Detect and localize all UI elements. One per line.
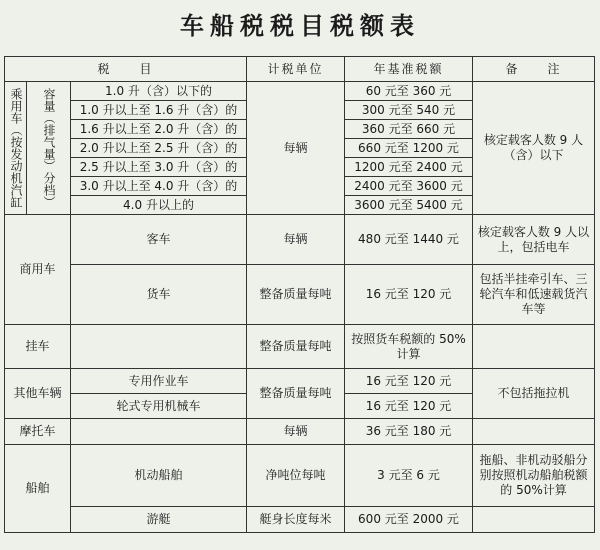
other-unit: 整备质量每吨 bbox=[247, 369, 345, 419]
header-amount: 年基准税额 bbox=[345, 57, 473, 82]
other-item: 轮式专用机械车 bbox=[71, 394, 247, 419]
table-row bbox=[5, 369, 595, 394]
ship-yacht-unit: 艇身长度每米 bbox=[247, 507, 345, 533]
passenger-category-a: 乘用车 （按发动机汽缸 bbox=[5, 82, 27, 215]
trailer-unit: 整备质量每吨 bbox=[247, 325, 345, 369]
ship-motor-unit: 净吨位每吨 bbox=[247, 445, 345, 507]
motorcycle-amount: 36 元至 180 元 bbox=[345, 419, 473, 445]
passenger-amount: 60 元至 360 元 bbox=[345, 82, 473, 101]
passenger-item: 1.0 升以上至 1.6 升（含）的 bbox=[71, 101, 247, 120]
passenger-amount: 660 元至 1200 元 bbox=[345, 139, 473, 158]
other-amount: 16 元至 120 元 bbox=[345, 369, 473, 394]
table-row bbox=[5, 265, 595, 325]
commercial-bus-item: 客车 bbox=[71, 215, 247, 265]
other-item: 专用作业车 bbox=[71, 369, 247, 394]
commercial-category: 商用车 bbox=[5, 215, 71, 325]
passenger-amount: 360 元至 660 元 bbox=[345, 120, 473, 139]
motorcycle-unit: 每辆 bbox=[247, 419, 345, 445]
header-item: 税 目 bbox=[5, 57, 247, 82]
header-unit: 计税单位 bbox=[247, 57, 345, 82]
commercial-bus-unit: 每辆 bbox=[247, 215, 345, 265]
passenger-amount: 1200 元至 2400 元 bbox=[345, 158, 473, 177]
trailer-category: 挂车 bbox=[5, 325, 71, 369]
trailer-amount: 按照货车税额的 50%计算 bbox=[345, 325, 473, 369]
other-note: 不包括拖拉机 bbox=[473, 369, 595, 419]
table-row bbox=[5, 325, 595, 369]
table-row bbox=[5, 445, 595, 507]
passenger-item: 2.5 升以上至 3.0 升（含）的 bbox=[71, 158, 247, 177]
other-amount: 16 元至 120 元 bbox=[345, 394, 473, 419]
commercial-truck-amount: 16 元至 120 元 bbox=[345, 265, 473, 325]
passenger-category-b: 容量（排气量）分档） bbox=[27, 82, 71, 215]
passenger-item: 1.6 升以上至 2.0 升（含）的 bbox=[71, 120, 247, 139]
motorcycle-item bbox=[71, 419, 247, 445]
header-note: 备 注 bbox=[473, 57, 595, 82]
commercial-truck-unit: 整备质量每吨 bbox=[247, 265, 345, 325]
passenger-item: 2.0 升以上至 2.5 升（含）的 bbox=[71, 139, 247, 158]
commercial-truck-note: 包括半挂牵引车、三轮汽车和低速载货汽车等 bbox=[473, 265, 595, 325]
passenger-item: 1.0 升（含）以下的 bbox=[71, 82, 247, 101]
commercial-truck-item: 货车 bbox=[71, 265, 247, 325]
trailer-item bbox=[71, 325, 247, 369]
motorcycle-category: 摩托车 bbox=[5, 419, 71, 445]
commercial-bus-note: 核定载客人数 9 人以上，包括电车 bbox=[473, 215, 595, 265]
ship-yacht-item: 游艇 bbox=[71, 507, 247, 533]
header-row bbox=[5, 57, 595, 82]
table-row bbox=[5, 419, 595, 445]
passenger-unit: 每辆 bbox=[247, 82, 345, 215]
trailer-note bbox=[473, 325, 595, 369]
passenger-item: 3.0 升以上至 4.0 升（含）的 bbox=[71, 177, 247, 196]
ship-category: 船舶 bbox=[5, 445, 71, 533]
ship-yacht-amount: 600 元至 2000 元 bbox=[345, 507, 473, 533]
table-row bbox=[5, 82, 595, 101]
ship-motor-item: 机动船舶 bbox=[71, 445, 247, 507]
passenger-item: 4.0 升以上的 bbox=[71, 196, 247, 215]
table-row bbox=[5, 215, 595, 265]
commercial-bus-amount: 480 元至 1440 元 bbox=[345, 215, 473, 265]
passenger-amount: 2400 元至 3600 元 bbox=[345, 177, 473, 196]
table-row bbox=[5, 507, 595, 533]
passenger-note: 核定载客人数 9 人（含）以下 bbox=[473, 82, 595, 215]
other-category: 其他车辆 bbox=[5, 369, 71, 419]
ship-motor-note: 拖船、非机动驳船分别按照机动船舶税额的 50%计算 bbox=[473, 445, 595, 507]
motorcycle-note bbox=[473, 419, 595, 445]
page-title: 车船税税目税额表 bbox=[180, 11, 420, 40]
ship-yacht-note bbox=[473, 507, 595, 533]
ship-motor-amount: 3 元至 6 元 bbox=[345, 445, 473, 507]
passenger-amount: 3600 元至 5400 元 bbox=[345, 196, 473, 215]
passenger-amount: 300 元至 540 元 bbox=[345, 101, 473, 120]
tax-table bbox=[4, 56, 595, 533]
